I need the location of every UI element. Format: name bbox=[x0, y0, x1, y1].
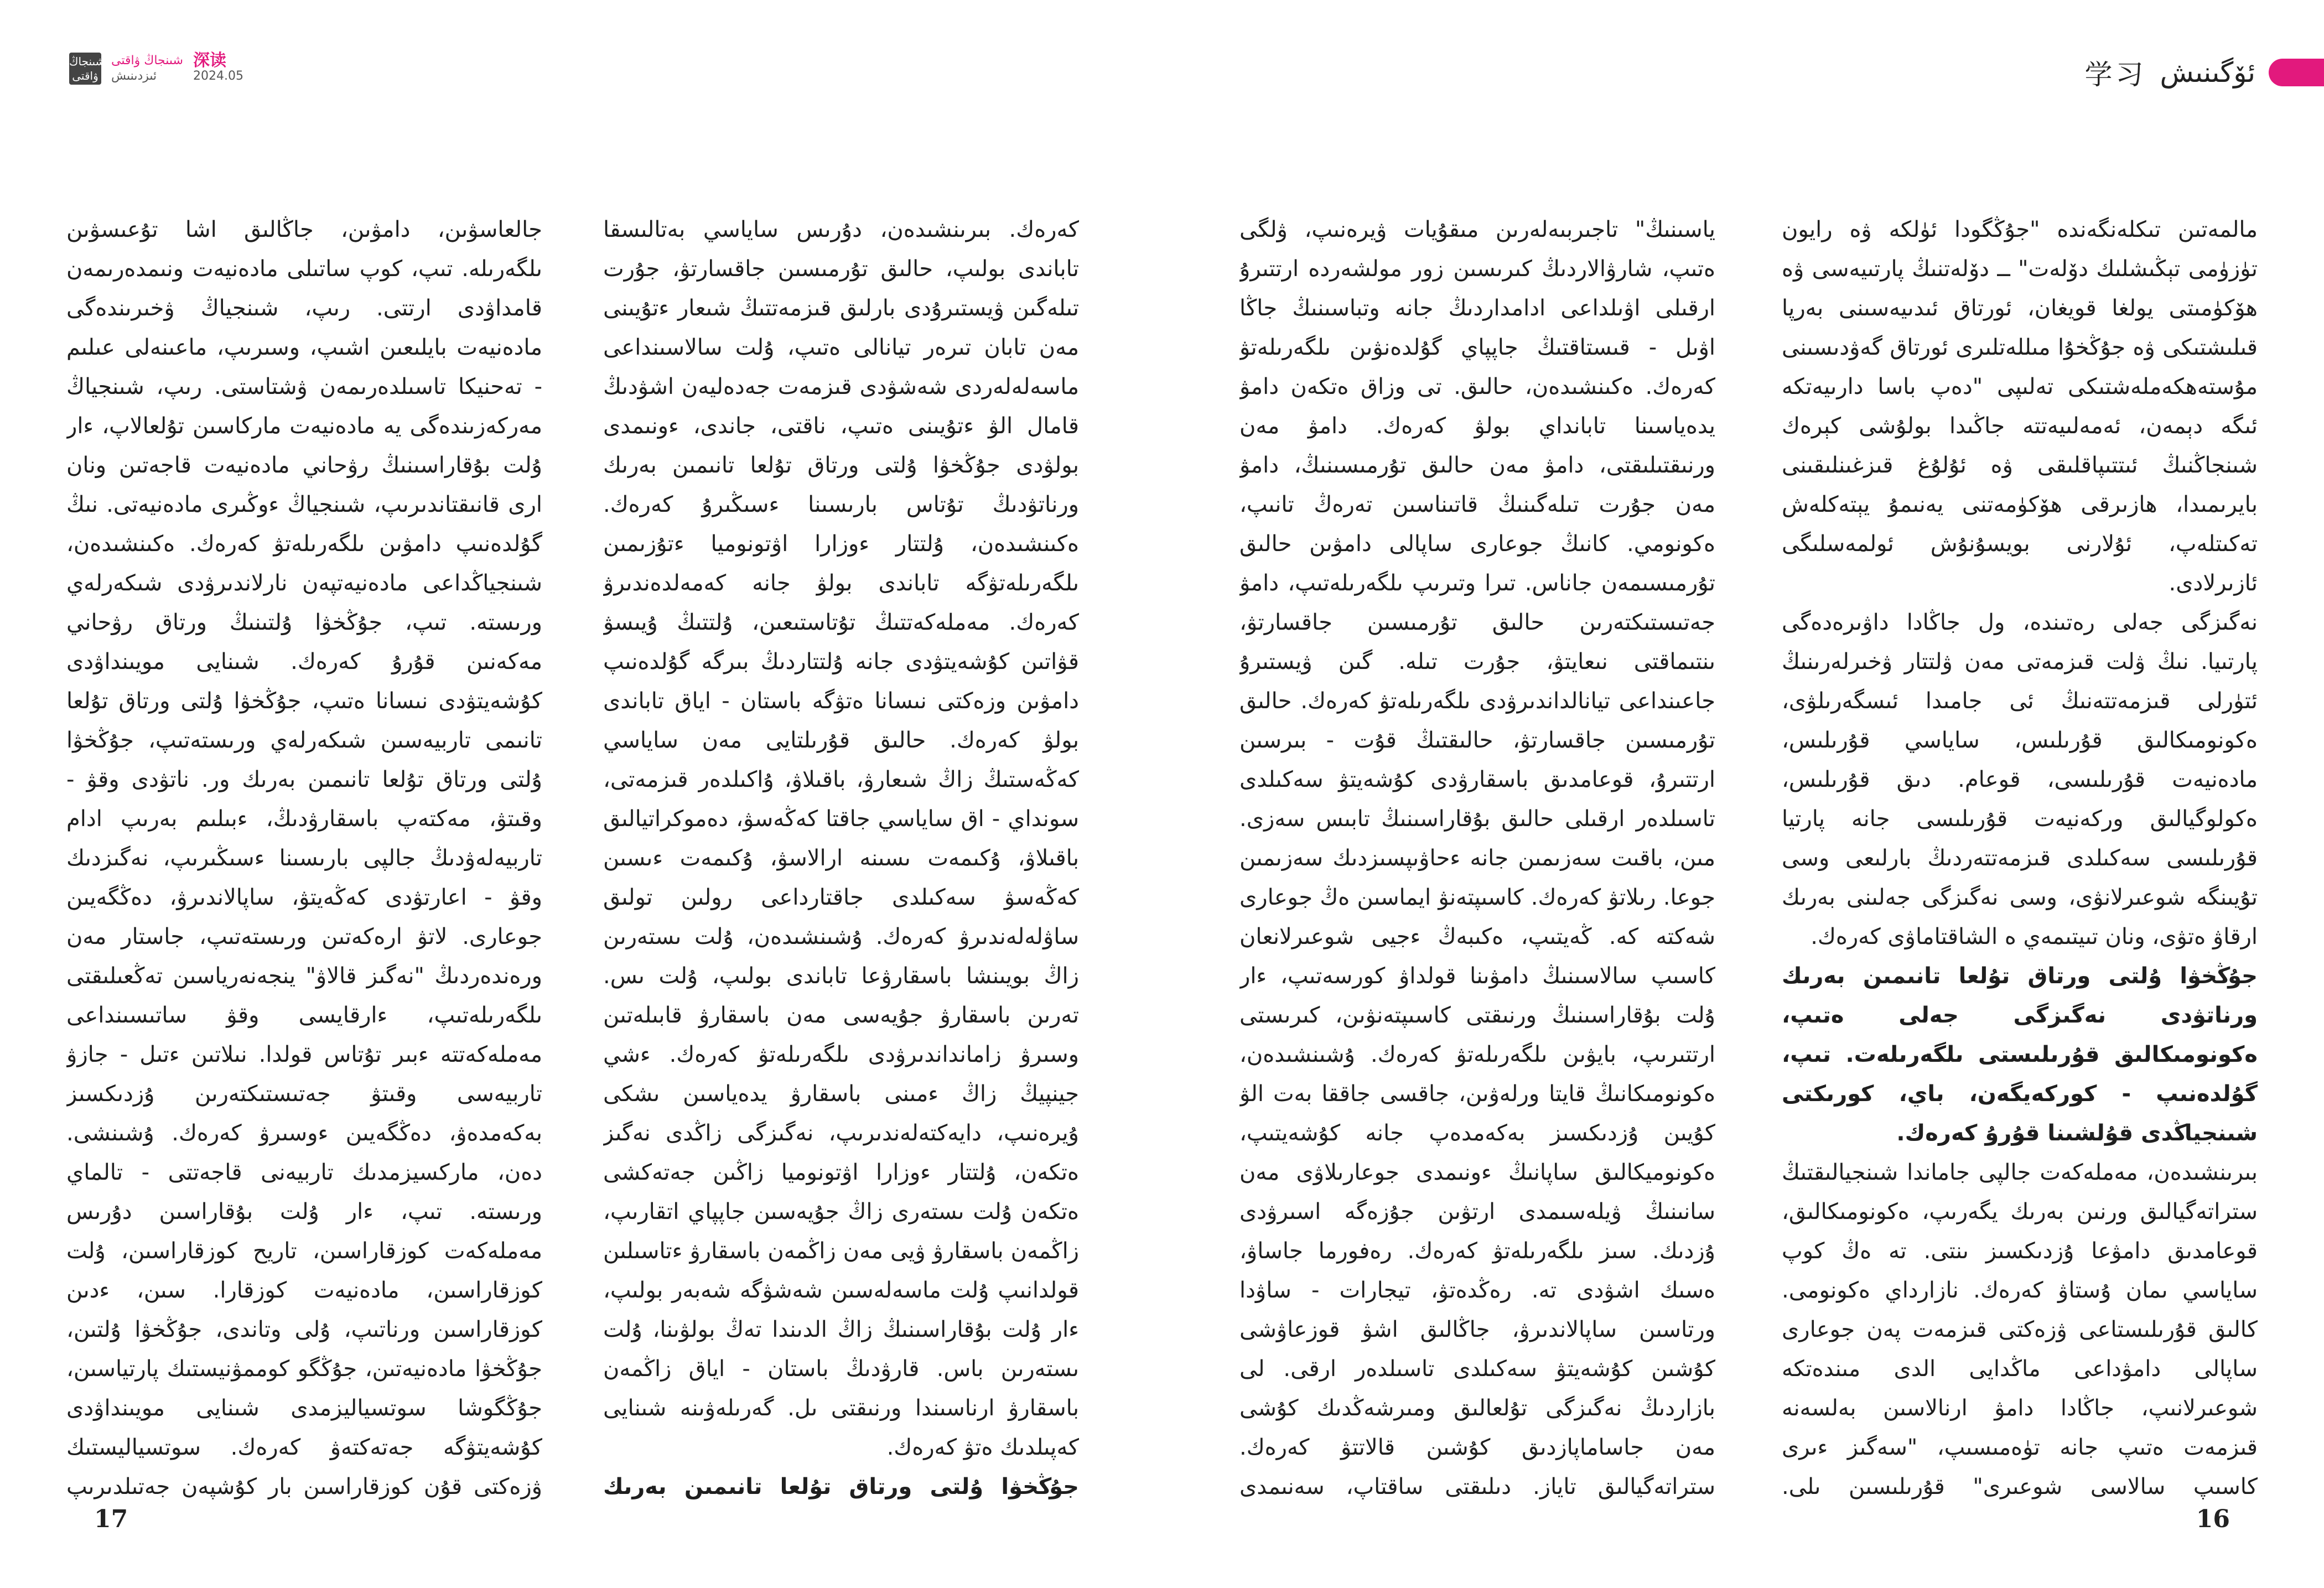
page-number-right: 16 bbox=[2196, 1505, 2230, 1533]
publication-name: شىنجاڭ ۋاقتى bbox=[111, 54, 183, 68]
magazine-logo bbox=[69, 53, 105, 85]
issue-date: 2024.05 bbox=[193, 69, 243, 83]
paragraph: كەرەك. بىرىنشىدەن، دۇرىس ساياسي بەتالىسقا تاباندى بولىپ، حالىق تۇرمىسىن جاقسارتۋ، جۇرت تىلەگىن ۋيستىرۇدى بارلىق قىزمەتتىڭ شىعار ءتۇيىنى مەن تابان تىرەر تيانالى ەتىپ، ۇلت سالاسىنداعى ماسەلەلەردى شەشۋدى قىزمەت جەدەليەن اشۋدىڭ قامال الۋ ءتۇيىنى ەتىپ، ناقتى، جاندى، ءونىمدى بولۋدى جۇڭخۋا ۇلتى ورتاق تۇلعا تانىمىن بەرىك ورناتۋدىڭ تۇتاس بارىسىنا ءسىڭىرۇ كەرەك. ەكىنشىدەن، ۇلتتار ءوزارا اۋتونوميا ءتۇزىمىن ىلگەرىلەتۋگە تاباندى بولۋ جانە كەمەلدەندىرۋ كەرەك. مەملەكەتتىڭ تۇتاستىعىن، ۇلتتىڭ ۇيىسۋ قۋاتىن كۇشەيتۋدى جانە ۇلتتاردىڭ بىرگە گۇلدەنىپ دامۋىن وزەكتى نىسانا ەتۋگە باستان - اياق تاباندى بولۋ كەرەك. حالىق قۇرىلتايى مەن ساياسي كەڭەستىڭ زاڭ شىعارۋ، باقىلاۋ، ۇاكىلدەر قىزمەتى، سونداي - اق ساياسي جاقتا كەڭەسۋ، دەموكراتيالىق باقىلاۋ، ۇكىمەت ىسىنە ارالاسۋ، ۇكىمەت ءىسىن كەڭەسۋ سەكىلدى جاقتارداعى رولىن تولىق ساۋلەلەندىرۋ كەرەك. ۇشىنشىدەن، ۇلت ىستەرىن زاڭ بويىنشا باسقارۋعا تاباندى بولىپ، ۇلت ىس. تەرىن باسقارۋ جۇيەسى مەن باسقارۋ قابىلەتىن وسىرۋ زامانداندىرۋدى ىلگەرىلەتۋ كەرەك. ءشي جينپيڭ زاڭ ءمىنى باسقارۋ يدەياسىن ىشكى ۇيرەنىپ، دايەكتەلەندىرىپ، نەگىزگى زاڭدى نەگىز ەتكەن، ۇلتتار ءوزارا اۋتونوميا زاڭىن جەتەكشى ەتكەن ۇلت ىستەرى زاڭ جۇيەسىن جاپپاي اتقارىپ، زاڭمەن باسقارۋ ۋيى مەن زاڭمەن باسقارۋ ءتاسىلىن قولدانىپ ۇلت ماسەلەسىن شەشۋگە شەبەر بولىپ، ءار ۇلت بۇقاراسىنىڭ زاڭ الدىندا تەڭ بولۋىنا، ۇلت ىستەرىن باس. قارۋدىڭ باستان - اياق زاڭمەن باسقارۋ ارناسىندا ورنىقتى ىل. گەرىلەۋىنە شىنايى كەپىلدىك ەتۋ كەرەك. bbox=[603, 217, 1079, 1460]
text-column-1 bbox=[1782, 210, 2258, 1505]
text-column-3 bbox=[603, 210, 1079, 1505]
section-label: 深读 bbox=[193, 51, 226, 70]
paragraph: مالمەتىن تىكلەنگەندە "جۇڭگودا ئۈلكە ۋە رايون تۈزۈمى تېڭىشلىك دۆلەت" ــ دۆلەتنىڭ پارتىيەسى ۋە ھۆكۈمىتى يولغا قويغان، ئورتاق ئىدىيەسىنى بەرپا قىلىشتىكى ۋە جۇڭخۇا مىللەتلىرى ئورتاق گەۋدىسىنى مۇستەھكەملەشتىكى تەلىپى "دەپ باسا دارىيەتكە ئىگە دېمەن، ئەمەلىيەتتە جاڭىدا بولۇشى كېرەك شىنجاڭنىڭ ئىتتىپاقلىقى ۋە ئۇلۇغ قىزغىنلىقىنى بايرىمىدا، ھازىرقى ھۆكۈمەتنى يەنىمۇ يېتەكلەش تەكىتلەپ، ئۇلارنى بويسۇنۇش ئولمەسلىگى ئازىرلادى. bbox=[1782, 217, 2258, 596]
paragraph: نەگىزگى جەلى رەتىندە، ول جاڭادا داۋىرەدەگى پارتىيا. نىڭ ۋلت قىزمەتى مەن ۋلتتار ۋخىرلەرىنىڭ ئتۈرلى قىزمەتتەنىڭ ئى جامىدا ئىسگەرىلۋى، ەكونومىكالىق قۇرىلىس، ساياسي قۇرىلىس، مادەنيەت قۇرىلىسى، قوعام. دىق قۇرىلىس، ەكولوگيالىق وركەنيەت قۇرىلىسى جانە پارتيا قۇرىلىسى سەكىلدى قىزمەتتەردىڭ بارلىعى وسى تۇيىنگە شوعىرلانۋى، وسى نەگىزگى جەلىنى بەرىك ارقاۋ ەتۋى، ونان تىيتىمەي ە الشاقتاماۋى كەرەك. bbox=[1782, 610, 2258, 949]
logo-line-2: ۋاقتى bbox=[72, 69, 98, 82]
bold-heading-paragraph: جۇڭخۋا ۇلتى ورتاق تۇلعا تانىمىن بەرىك ورناتۋدى نەگىزگى جەلى ەتىپ، ەكونومىكالىق قۇرىلىستى ىلگەرىلەت. تىپ، گۇلدەنىپ - كوركەيگەن، باي، كورىكتى شىنجياڭدى قۇلشىنا قۇرۇ كەرەك. bbox=[1782, 963, 2258, 1146]
header-extra: ئىزدىنىش bbox=[111, 69, 157, 83]
page-number-left: 17 bbox=[94, 1505, 128, 1533]
paragraph: ياسىنىڭ" تاجىربىەلەرىن مىقۇيات ۋيرەنىپ، ۋلگى ەتىپ، شارۋالاردىڭ كىرىسىن زور مولشەردە ارتتىرۇ ارقىلى اۋىلداعى ادامداردىڭ جانە وتباسىنىڭ جاڭا اۋىل - قىستاقتىڭ جاپپاي گۇلدەنۋىن ىلگەرىلەتۋ كەرەك. ەكىنشىدەن، حالىق. تى وزاق ەتكەن دامۋ يدەياسىنا تابانداي بولۋ كەرەك. دامۋ مەن ورنىقتىلىقتى، دامۋ مەن حالىق تۇرمىسىنىڭ، دامۋ مەن جۇرت تىلەگىنىڭ قاتىناسىن تەرەڭ تانىپ، ەكونومي. كانىڭ جوعارى ساپالى دامۋىن حالىق تۇرمىسىمەن جاناس. تىرا وتىرىپ ىلگەرىلەتىپ، دامۋ جەتىستىكتەرىن حالىق تۇرمىسىن جاقسارتۋ، ىنتىماقتى نىعايتۋ، جۇرت تىلە. گىن ۋيستىرۇ جاعىنداعى تيانالداندىرۋدى ىلگەرىلەتۋ كەرەك. حالىق تۇرمىسىن جاقسارتۋ، حالىقتىڭ قۇت - بىرسىن ارتتىرۇ، قوعامدىق باسقارۋدى كۇشەيتۋ سەكىلدى تاسىلدەر ارقىلى حالىق بۇقاراسىنىڭ تابىس سەزى. مىن، باقىت سەزىمىن جانە ءحاۋىپسىزدىك سەزىمىن جوعا. رىلاتۋ كەرەك. كاسىپتەنۋ ايماسىن ەڭ جوعارى شەكتە كە. ڭەيتىپ، ەكىبەڭ ءجيى شوعىرلانعان كاسىپ سالاسىنىڭ دامۋىنا قولداۋ كورسەتىپ، ءار ۇلت بۇقاراسىنىڭ ورنىقتى كاسىپتەنۋىن، كىرىستى ارتتىرىپ، بايۋىن ىلگەرىلەتۋ كەرەك. ۇشىنشىدەن، ەكونومىكانىڭ قايتا ورلەۋىن، جاقسى جاققا بەت الۋ كۇيىن ۇزدىكسىز بەكەمدەپ جانە كۇشەيتىپ، ەكونوميكالىق ساپانىڭ ءونىمدى جوعارىلاۋى مەن سانىنىڭ ۋيلەسىمدى ارتۋىن جۇزەگە اسىرۋدى ۇزدىك. سىز ىلگەرىلەتۋ كەرەك. رەفورما جاساۋ، ەسىك اشۋدى تە. رەڭدەتۋ، تيجارات - ساۋدا ورتاسىن ساپالاندىرۋ، جاڭالىق اشۋ قوزعاۋشى كۇشىن كۇشەيتۋ سەكىلدى تاسىلدەر ارقى. لى بازاردىڭ نەگىزگى تۇلعالىق ومىرشەڭدىك كۇشى مەن جاساماپازدىق كۇشىن قالاتتۋ كەرەك. ستراتەگيالىق تاياز. دىلىقتى ساقتاپ، سەنىمدى bbox=[1239, 217, 1715, 1499]
text-column-4 bbox=[66, 210, 542, 1505]
section-tab-marker bbox=[2269, 59, 2324, 86]
section-title-cn: 学习 bbox=[2084, 59, 2147, 91]
logo-line-1: شىنجاڭ bbox=[69, 55, 105, 68]
bold-heading-paragraph: جۇڭخۋا ۇلتى ورتاق تۇلعا تانىمىن بەرىك bbox=[603, 1474, 1079, 1499]
text-column-2 bbox=[1239, 210, 1715, 1505]
right-page-header bbox=[2084, 53, 2324, 92]
header-left-text bbox=[111, 53, 183, 84]
left-page-header bbox=[69, 53, 243, 85]
header-section-block bbox=[193, 53, 243, 84]
paragraph: جالعاسۋىن، دامۋىن، جاڭالىق اشا تۇعىسۋىن ىلگەرىلە. تىپ، كوپ ساتىلى مادەنيەت ونىمدەرىمەن قامداۋدى ارتتى. رىپ، شىنجياڭ ۋخىرىندەگى مادەنيەت بايلىعىن اشىپ، وسىرىپ، ماعىنەلى عىلىم - تەحنيكا تاسىلدەرىمەن ۋشتاستى. رىپ، شىنجياڭ مەركەزىندەگى يە مادەنيەت ماركاسىن تۇلعالاپ، ءار ۇلت بۇقاراسىنىڭ رۋحاني مادەنيەت قاجەتىن ونان ارى قانىقتاندىرىپ، شىنجياڭ ءوڭىرى مادەنيەتى. نىڭ گۇلدەنىپ دامۋىن ىلگەرىلەتۋ كەرەك. ەكىنشىدەن، شىنجياڭداعى مادەنيەتپەن نارلاندىرۋدى شىكەرلەي ورىستە. تىپ، جۇڭخۋا ۇلتىنىڭ ورتاق رۋحاني مەكەنىن قۇرۇ كەرەك. شىنايى مويىنداۋدى كۇشەيتۋدى نىسانا ەتىپ، جۇڭخۋا ۇلتى ورتاق تۇلعا تانىمى تاربيەسىن شىكەرلەي ورىستەتىپ، جۇڭخۋا ۇلتى ورتاق تۇلعا تانىمىن بەرىك ور. ناتۋدى وقۋ - وقىتۋ، مەكتەپ باسقارۋدىڭ، ءبىلىم بەرىپ ادام تاربيەلەۋدىڭ جالپى بارىسىنا ءسىڭىرىپ، نەگىزدىك وقۋ - اعارتۋدى كەڭەيتۋ، ساپالاندىرۋ، دەڭگەيىن جوعارى. لاتۋ ارەكەتىن ورىستەتىپ، جاستار مەن ورەندەردىڭ "نەگىز قالاۋ" ينجەنەرياسىن تەڭعىلىقتى ىلگەرىلەتىپ، ءارقايسى وقۋ ساتىسىنداعى مەملەكەتتە ءبىر تۇتاس قولدا. نىلاتىن ءتىل - جازۋ تاربيەسى وقىتۋ جەتىستىكتەرىن ۇزدىكسىز بەكەمدەۋ، دەڭگەيىن ءوسىرۋ كەرەك. ۇشىنشى. دەن، ماركسيزمدىك تاربيەنى قاجەتتى - تالماي ورىستە. تىپ، ءار ۇلت بۇقاراسىن دۇرىس مەملەكەت كوزقاراسىن، تاريح كوزقاراسىن، ۇلت كوزقاراسىن، مادەنيەت كوزقارا. سىن، ءدىن كوزقاراسىن ورناتىپ، ۇلى وتاندى، جۇڭخۋا ۇلتىن، جۇڭخۋا مادەنيەتىن، جۇڭگو كوممۋنيستىك پارتياسىن، جۇڭگوشا سوتسياليزمدى شىنايى مويىنداۋدى كۇشەيتۋگە جەتەكتەۋ كەرەك. سوتسياليستىك ۋزەكتى قۇن كوزقاراسىن بار كۇشپەن جەتىلدىرىپ bbox=[66, 217, 542, 1499]
paragraph: بىرىنشىدەن، مەملەكەت جالپى جاماندا شىنجيالىقتىڭ ستراتەگيالىق ورنىن بەرىك يگەرىپ، ەكونومىكالىق، قوعامدىق دامۋعا ۇزدىكسىز ىنتى. تە ەڭ كوپ ساياسي ىمان ۇستاۋ كەرەك. نازارداي ەكونومى. كالىق قۇرىلىستاعى ۋزەكتى قىزمەت پەن جوعارى ساپالى دامۋداعى ماڭدايى الدى مىندەتكە شوعىرلانىپ، جاڭادا دامۋ ارنالاسىن بەلسەنە قىزمەت ەتىپ جانە تۈەمىسىپ، "سەگىز ءىرى كاسىپ سالاسى شوعىرى" قۇرىلىسىن ىلى. bbox=[1782, 1160, 2258, 1499]
section-title: ئۆگىنىش bbox=[2160, 56, 2255, 89]
